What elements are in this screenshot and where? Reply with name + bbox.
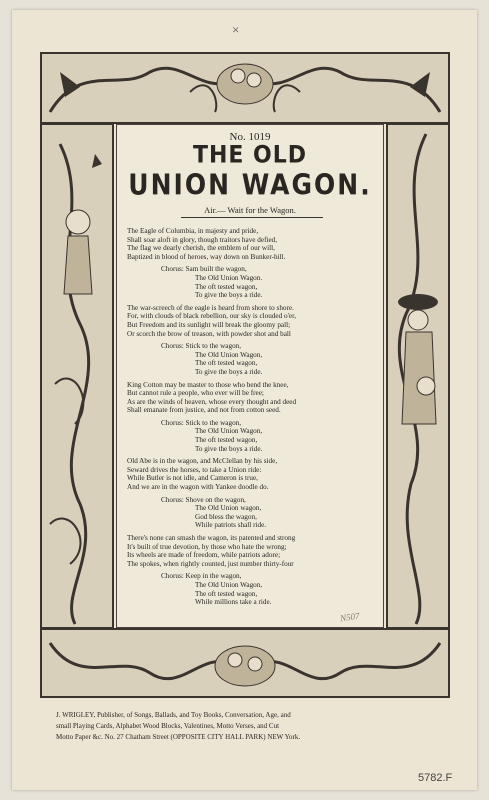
lyric-line: To give the boys a ride. (195, 444, 263, 453)
sheet-number: No. 1019 (229, 131, 271, 143)
title-line-2: UNION WAGON. (128, 167, 372, 202)
lyric-line: Old Abe is in the wagon, and McClellan by his side, (127, 457, 278, 466)
lyric-line: The Old Union wagon, (195, 504, 262, 513)
lyric-line: King Cotton may be master to those who bend the knee, (127, 380, 289, 389)
lyric-line: While Butler is not idle, and Cameron is true, (127, 474, 258, 483)
lyric-line: As are the winds of heaven, whose every thought and deed (127, 397, 297, 406)
lyric-line: But Freedom and its sunlight will break the gloomy pall; (127, 320, 291, 329)
lyric-line: But cannot rule a people, who ever will be free; (127, 389, 264, 398)
lyric-line: Its wheels are made of freedom, while patriots adore; (127, 551, 281, 560)
verses-container (127, 227, 379, 611)
lyric-line: While millions take a ride. (195, 598, 272, 607)
lyric-line: The oft tested wagon, (195, 589, 258, 598)
chorus-block (127, 342, 379, 376)
pencil-x-mark: × (232, 22, 240, 37)
chorus-block (127, 496, 379, 530)
lyric-line: The spokes, when rightly counted, just number thirty-four (127, 559, 294, 568)
left-border-illustration (40, 124, 114, 628)
lyric-line: It's built of true devotion, by those who hate the wrong; (127, 542, 287, 551)
lyric-line: The Old Union Wagon. (195, 273, 263, 282)
lyric-line: Chorus: Shove on the wagon, (161, 495, 246, 504)
bottom-border-illustration (40, 628, 450, 698)
lyric-line: Shall emanate from justice, and not from cotton seed. (127, 406, 281, 415)
lyric-line: The oft tested wagon, (195, 436, 258, 445)
chorus-block (127, 419, 379, 453)
imprint-line: J. WRIGLEY, Publisher, of Songs, Ballads, and Toy Books, Conversation, Age, and (56, 711, 291, 719)
lyric-line: To give the boys a ride. (195, 367, 263, 376)
song-text-panel (116, 124, 384, 628)
lyric-line: The flag we dearly cherish, the emblem of our will, (127, 244, 275, 253)
lyric-line: The Old Union Wagon, (195, 427, 263, 436)
lyric-line: Chorus: Sam built the wagon, (161, 265, 247, 274)
publisher-imprint (56, 710, 444, 743)
right-border-illustration (386, 124, 450, 628)
verse-block (127, 457, 379, 491)
lyric-line: To give the boys a ride. (195, 291, 263, 300)
imprint-line: Motto Paper &c. No. 27 Chatham Street (OPPOSITE CITY HALL PARK) NEW York. (56, 733, 301, 741)
verse-block (127, 304, 379, 338)
chorus-block (127, 265, 379, 299)
catalog-number: 5782.F (418, 772, 453, 784)
verse-block (127, 381, 379, 415)
lyric-line: Chorus: Stick to the wagon, (161, 342, 242, 351)
lyric-line: The war-screech of the eagle is heard from shore to shore. (127, 303, 294, 312)
lyric-line: The oft tested wagon, (195, 359, 258, 368)
lyric-line: The Eagle of Columbia, in majesty and pride, (127, 227, 259, 235)
title-line-1: THE OLD (192, 141, 308, 170)
verse-block (127, 534, 379, 568)
chorus-block (127, 572, 379, 606)
lyric-line: Baptized in blood of heroes, way down on Bunker-hill. (127, 252, 286, 261)
lyric-line: The Old Union Wagon, (195, 350, 263, 359)
lyric-line: There's none can smash the wagon, its patented and strong (127, 534, 296, 542)
air-subtitle: Air.— Wait for the Wagon. (204, 205, 296, 215)
lyric-line: The oft tested wagon, (195, 282, 258, 291)
divider-rule (181, 217, 323, 218)
lyric-line: Or scorch the brow of treason, with powder shot and ball (127, 329, 291, 338)
imprint-line: small Playing Cards, Alphabet Wood Blocks, Valentines, Motto Verses, and Cut (56, 722, 280, 730)
top-border-illustration (40, 52, 450, 124)
lyric-line: Seward drives the horses, to take a Union ride: (127, 465, 262, 474)
lyric-line: While patriots shall ride. (195, 521, 267, 530)
lyric-line: God bless the wagon, (195, 512, 257, 521)
lyric-line: And we are in the wagon with Yankee doodle do. (127, 483, 269, 492)
lyric-line: Chorus: Keep in the wagon, (161, 572, 242, 581)
lyric-line: For, with clouds of black rebellion, our sky is clouded o'er, (127, 312, 296, 321)
verse-block (127, 227, 379, 261)
lyric-line: Chorus: Stick to the wagon, (161, 418, 242, 427)
handwritten-note: N507 (339, 610, 361, 624)
lyric-line: The Old Union Wagon, (195, 580, 263, 589)
lyric-line: Shall soar aloft in glory, though traitors have defied, (127, 235, 278, 244)
